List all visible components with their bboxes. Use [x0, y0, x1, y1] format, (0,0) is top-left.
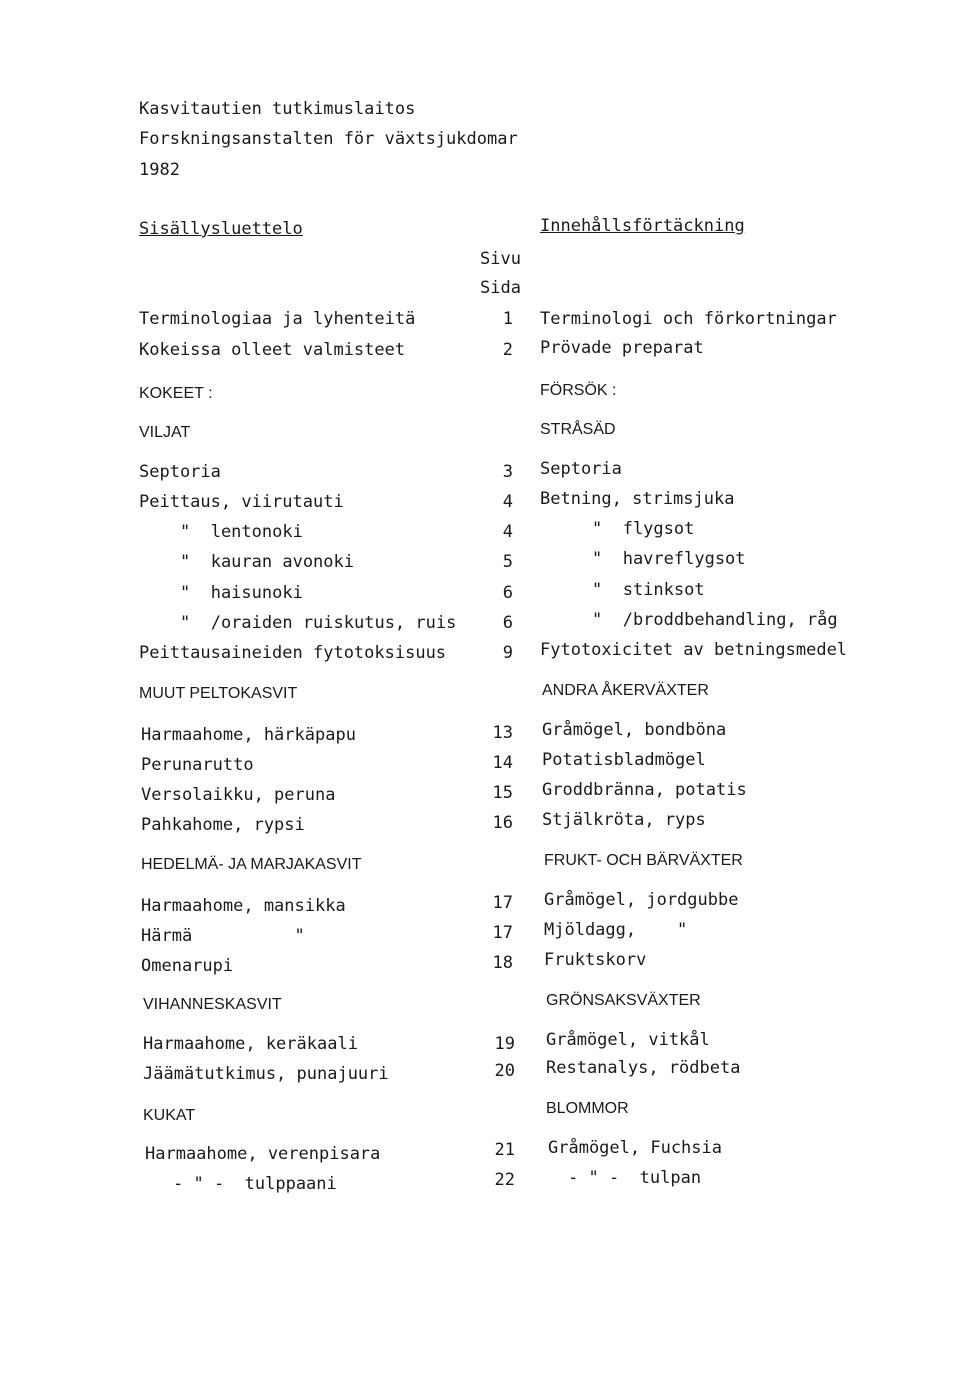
toc-page-number: 17: [492, 893, 513, 913]
toc-entry-fi: Jäämätutkimus, punajuuri: [143, 1064, 389, 1084]
section-heading-fi: KUKAT: [143, 1107, 196, 1124]
toc-page-number: 1: [502, 309, 513, 329]
toc-entry-fi: Harmaahome, mansikka: [141, 896, 346, 916]
institute-name-fi: Kasvitautien tutkimuslaitos: [139, 99, 416, 119]
report-year: 1982: [139, 160, 180, 180]
toc-entry-fi: Peittausaineiden fytotoksisuus: [139, 643, 447, 663]
toc-entry-fi: " /oraiden ruiskutus, ruis: [180, 613, 457, 633]
toc-entry-fi: - " - tulppaani: [173, 1174, 337, 1194]
toc-entry-fi: Septoria: [139, 462, 221, 482]
toc-entry-sv: " stinksot: [592, 580, 705, 600]
toc-entry-sv: " /broddbehandling, råg: [592, 610, 838, 630]
section-heading-fi: VILJAT: [139, 424, 191, 441]
toc-entry-fi: Perunarutto: [141, 755, 254, 775]
toc-entry-fi: Harmaahome, keräkaali: [143, 1034, 358, 1054]
toc-page-number: 9: [502, 643, 513, 663]
toc-entry-sv: Gråmögel, bondböna: [542, 720, 727, 740]
section-heading-sv: STRÅSÄD: [540, 421, 616, 438]
toc-page-number: 2: [502, 340, 513, 360]
toc-page-number: 6: [502, 613, 513, 633]
section-heading-sv: FÖRSÖK :: [540, 382, 617, 399]
toc-title-sv: Innehållsförtäckning: [540, 216, 745, 236]
toc-page-number: 14: [492, 753, 513, 773]
toc-entry-sv: Gråmögel, vitkål: [546, 1030, 710, 1050]
toc-page-number: 20: [494, 1061, 515, 1081]
section-heading-sv: FRUKT- OCH BÄRVÄXTER: [544, 852, 743, 869]
toc-entry-fi: Versolaikku, peruna: [141, 785, 336, 805]
toc-entry-sv: Prövade preparat: [540, 338, 704, 358]
toc-page-number: 15: [492, 783, 513, 803]
section-heading-sv: ANDRA ÅKERVÄXTER: [542, 682, 709, 699]
toc-page-number: 13: [492, 723, 513, 743]
toc-entry-fi: Terminologiaa ja lyhenteitä: [139, 309, 416, 329]
page-label-fi: Sivu: [480, 249, 521, 269]
toc-entry-fi: Härmä ": [141, 926, 305, 946]
toc-entry-sv: Septoria: [540, 459, 622, 479]
toc-page-number: 22: [494, 1170, 515, 1190]
section-heading-sv: GRÖNSAKSVÄXTER: [546, 992, 701, 1009]
toc-entry-sv: - " - tulpan: [568, 1168, 702, 1188]
toc-entry-fi: Pahkahome, rypsi: [141, 815, 305, 835]
toc-page-number: 4: [502, 522, 513, 542]
section-heading-fi: MUUT PELTOKASVIT: [139, 685, 298, 702]
toc-page-number: 19: [494, 1034, 515, 1054]
section-heading-sv: BLOMMOR: [546, 1100, 629, 1117]
section-heading-fi: VIHANNESKASVIT: [143, 996, 282, 1013]
toc-entry-sv: Gråmögel, Fuchsia: [548, 1138, 722, 1158]
toc-entry-sv: Mjöldagg, ": [544, 920, 688, 940]
page-label-sv: Sida: [480, 278, 521, 298]
toc-entry-sv: Fytotoxicitet av betningsmedel: [540, 640, 848, 660]
toc-page-number: 16: [492, 813, 513, 833]
toc-page-number: 21: [494, 1140, 515, 1160]
toc-entry-sv: Gråmögel, jordgubbe: [544, 890, 739, 910]
section-heading-fi: KOKEET :: [139, 385, 213, 402]
toc-title-fi: Sisällysluettelo: [139, 219, 303, 239]
toc-entry-sv: " flygsot: [592, 519, 695, 539]
toc-entry-sv: Restanalys, rödbeta: [546, 1058, 741, 1078]
toc-entry-sv: Potatisbladmögel: [542, 750, 706, 770]
toc-entry-fi: Peittaus, viirutauti: [139, 492, 344, 512]
toc-entry-fi: Kokeissa olleet valmisteet: [139, 340, 406, 360]
toc-entry-fi: " kauran avonoki: [180, 552, 354, 572]
institute-name-sv: Forskningsanstalten för växtsjukdomar: [139, 129, 518, 149]
section-heading-fi: HEDELMÄ- JA MARJAKASVIT: [141, 856, 362, 873]
toc-page-number: 4: [502, 492, 513, 512]
toc-page-number: 17: [492, 923, 513, 943]
toc-entry-sv: Stjälkröta, ryps: [542, 810, 706, 830]
toc-page-number: 5: [502, 552, 513, 572]
toc-page-number: 18: [492, 953, 513, 973]
toc-page-number: 6: [502, 583, 513, 603]
toc-entry-fi: Omenarupi: [141, 956, 234, 976]
toc-entry-sv: Terminologi och förkortningar: [540, 309, 837, 329]
toc-entry-sv: Groddbränna, potatis: [542, 780, 747, 800]
toc-entry-fi: " lentonoki: [180, 522, 303, 542]
toc-page-number: 3: [502, 462, 513, 482]
toc-entry-fi: " haisunoki: [180, 583, 303, 603]
toc-entry-fi: Harmaahome, härkäpapu: [141, 725, 356, 745]
toc-entry-sv: " havreflygsot: [592, 549, 746, 569]
toc-entry-fi: Harmaahome, verenpisara: [145, 1144, 381, 1164]
toc-entry-sv: Fruktskorv: [544, 950, 647, 970]
toc-entry-sv: Betning, strimsjuka: [540, 489, 735, 509]
